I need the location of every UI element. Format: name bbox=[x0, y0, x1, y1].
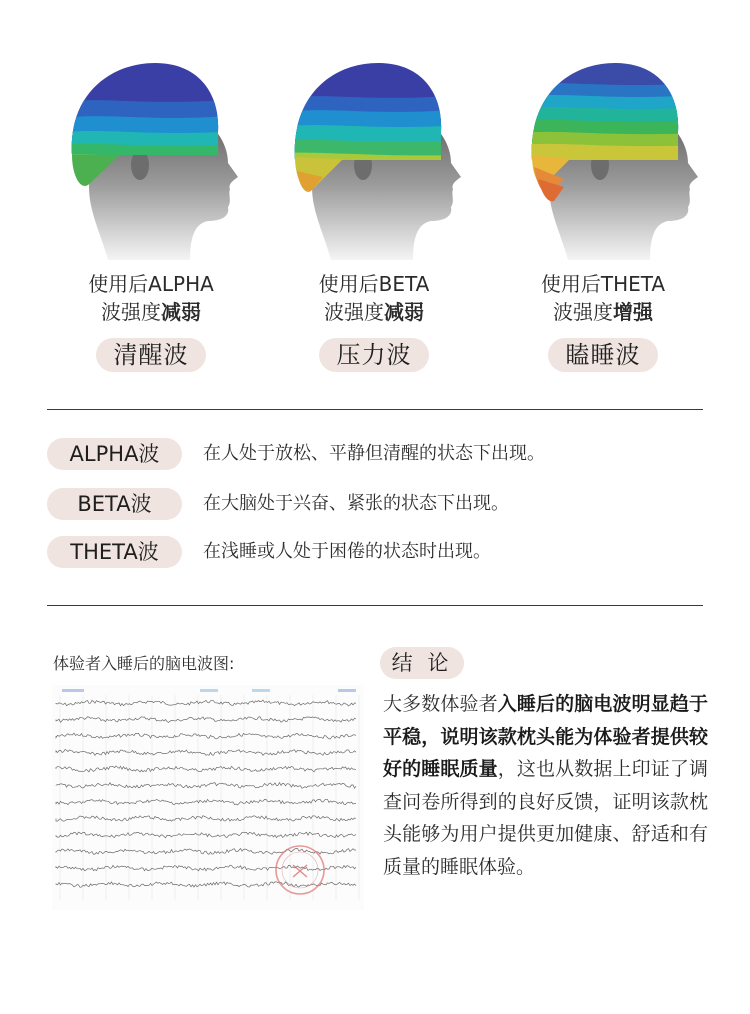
wave-desc-theta: 在浅睡或人处于困倦的状态时出现。 bbox=[203, 541, 491, 562]
caption-line-2: 波强度增强 bbox=[553, 300, 653, 324]
head-alpha-icon bbox=[60, 55, 240, 260]
caption-line-2: 波强度减弱 bbox=[324, 300, 424, 324]
eeg-title: 体验者入睡后的脑电波图: bbox=[53, 654, 235, 673]
caption-line-1: 使用后THETA bbox=[540, 272, 666, 296]
head-theta-icon bbox=[520, 55, 700, 260]
caption-line-1: 使用后BETA bbox=[318, 272, 430, 296]
eeg-chart-image bbox=[52, 685, 364, 910]
caption-line-2: 波强度减弱 bbox=[101, 300, 201, 324]
divider-bottom bbox=[47, 605, 703, 606]
head-caption-alpha bbox=[41, 270, 261, 326]
conclusion-label: 结 论 bbox=[380, 647, 464, 679]
head-illustration-theta bbox=[520, 55, 700, 260]
divider-top bbox=[47, 409, 703, 410]
caption-line-1: 使用后ALPHA bbox=[88, 272, 214, 296]
head-caption-beta bbox=[264, 270, 484, 326]
conclusion-text: 大多数体验者入睡后的脑电波明显趋于平稳，说明该款枕头能为体验者提供较好的睡眠质量，这也从数据上印证了调查问卷所得到的良好反馈，证明该款枕头能够为用户提供更加健康、舒适和有质量的睡眠体验。 bbox=[383, 693, 708, 878]
wave-name-badge-beta: 压力波 bbox=[319, 338, 429, 372]
wave-label-beta: BETA波 bbox=[47, 488, 182, 520]
wave-desc-beta: 在大脑处于兴奋、紧张的状态下出现。 bbox=[203, 493, 509, 514]
wave-label-theta: THETA波 bbox=[47, 536, 182, 568]
wave-name-badge-alpha: 清醒波 bbox=[96, 338, 206, 372]
head-illustration-beta bbox=[283, 55, 463, 260]
wave-label-alpha: ALPHA波 bbox=[47, 438, 182, 470]
head-beta-icon bbox=[283, 55, 463, 260]
head-illustration-alpha bbox=[60, 55, 240, 260]
wave-name-badge-theta: 瞌睡波 bbox=[548, 338, 658, 372]
eeg-waveform-icon bbox=[52, 685, 364, 910]
head-caption-theta bbox=[493, 270, 713, 326]
wave-desc-alpha: 在人处于放松、平静但清醒的状态下出现。 bbox=[203, 443, 545, 464]
